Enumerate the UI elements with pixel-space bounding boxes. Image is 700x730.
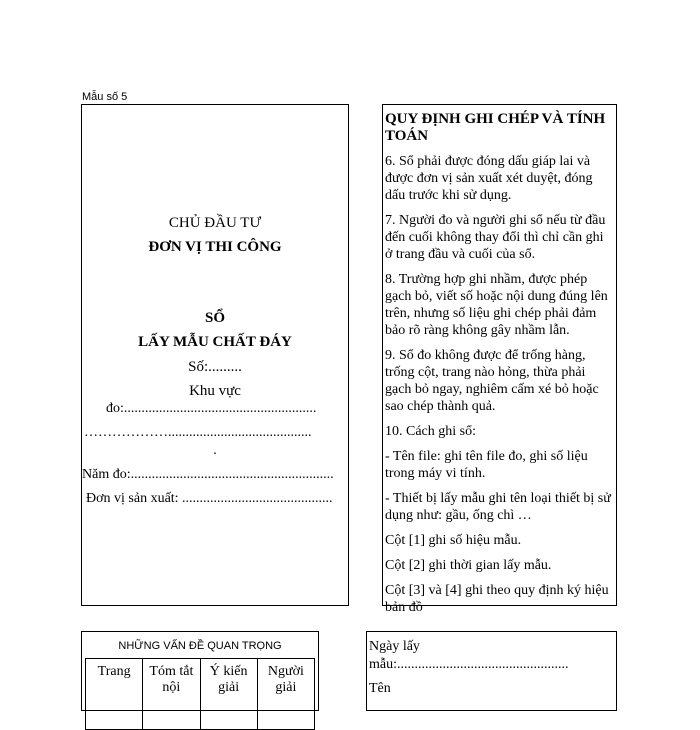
area-continuation-line: ………………......................................... (84, 425, 312, 440)
sampling-date-label: Ngày lấy (369, 639, 420, 654)
rule-item: 10. Cách ghi sổ: (385, 424, 476, 439)
rule-item: 6. Sổ phải được đóng dấu giáp lai và được đơn vị sản xuất xét duyệt, đóng dấu trước khi sử dụng. (385, 154, 593, 203)
issues-title: NHỮNG VẤN ĐỀ QUAN TRỌNG (118, 640, 282, 652)
rule-item: 8. Trường hợp ghi nhầm, được phép gạch bỏ, viết số hoặc nội dung đúng lên trên, nhưng số liệu ghi chép phải đảm bảo rõ ràng không gây nhầm lẫn. (385, 272, 608, 338)
unit-field: Đơn vị sản xuất: ........................................... (86, 491, 333, 506)
name-label: Tên (369, 681, 391, 696)
book-title: LẤY MẪU CHẤT ĐÁY (138, 334, 292, 350)
rule-item: - Tên file: ghi tên file đo, ghi số liệu trong máy vi tính. (385, 449, 588, 481)
sampling-date-box (366, 631, 617, 711)
sampling-date-field: mẫu:................................................. (369, 657, 569, 672)
year-field: Năm đo:.......................................................... (82, 467, 334, 482)
important-issues-box (81, 631, 319, 711)
book-number: Số:......... (188, 359, 242, 375)
column-header: Trang (86, 659, 143, 730)
recording-rules-panel (382, 104, 617, 615)
book-label: SỔ (204, 310, 225, 326)
table-header-row (86, 659, 315, 730)
column-header: Người giải (257, 659, 314, 730)
investor-label: CHỦ ĐẦU TƯ (168, 215, 262, 231)
rule-item: Cột [3] và [4] ghi theo quy định ký hiệu bản đồ (385, 583, 609, 615)
area-field: đo:....................................................... (106, 401, 317, 416)
rule-item: 7. Người đo và người ghi sổ nếu từ đầu đến cuối không thay đổi thì chỉ cần ghi ở trang đầu và cuối của sổ. (385, 213, 606, 262)
rule-item: 9. Sổ đo không được để trống hàng, trống cột, trang nào hỏng, thừa phải gạch bỏ ngay, nghiêm cấm xé bỏ hoặc sao chép thành quả. (385, 348, 599, 414)
area-continuation-dot: . (213, 443, 217, 458)
issues-table (85, 658, 315, 730)
rule-item: - Thiết bị lấy mẫu ghi tên loại thiết bị sử dụng như: gầu, ống chì … (385, 491, 611, 523)
column-header: Ý kiến giải (200, 659, 257, 730)
contractor-label: ĐƠN VỊ THI CÔNG (148, 239, 282, 255)
rule-item: Cột [2] ghi thời gian lấy mẫu. (385, 558, 552, 573)
cover-page (81, 104, 349, 606)
form-number-label: Mẫu số 5 (82, 91, 128, 103)
rule-item: Cột [1] ghi số hiệu mẫu. (385, 533, 522, 548)
column-header: Tóm tắt nội (143, 659, 200, 730)
rules-title: QUY ĐỊNH GHI CHÉP VÀ TÍNH TOÁN (385, 111, 606, 144)
area-label: Khu vực (189, 383, 241, 399)
